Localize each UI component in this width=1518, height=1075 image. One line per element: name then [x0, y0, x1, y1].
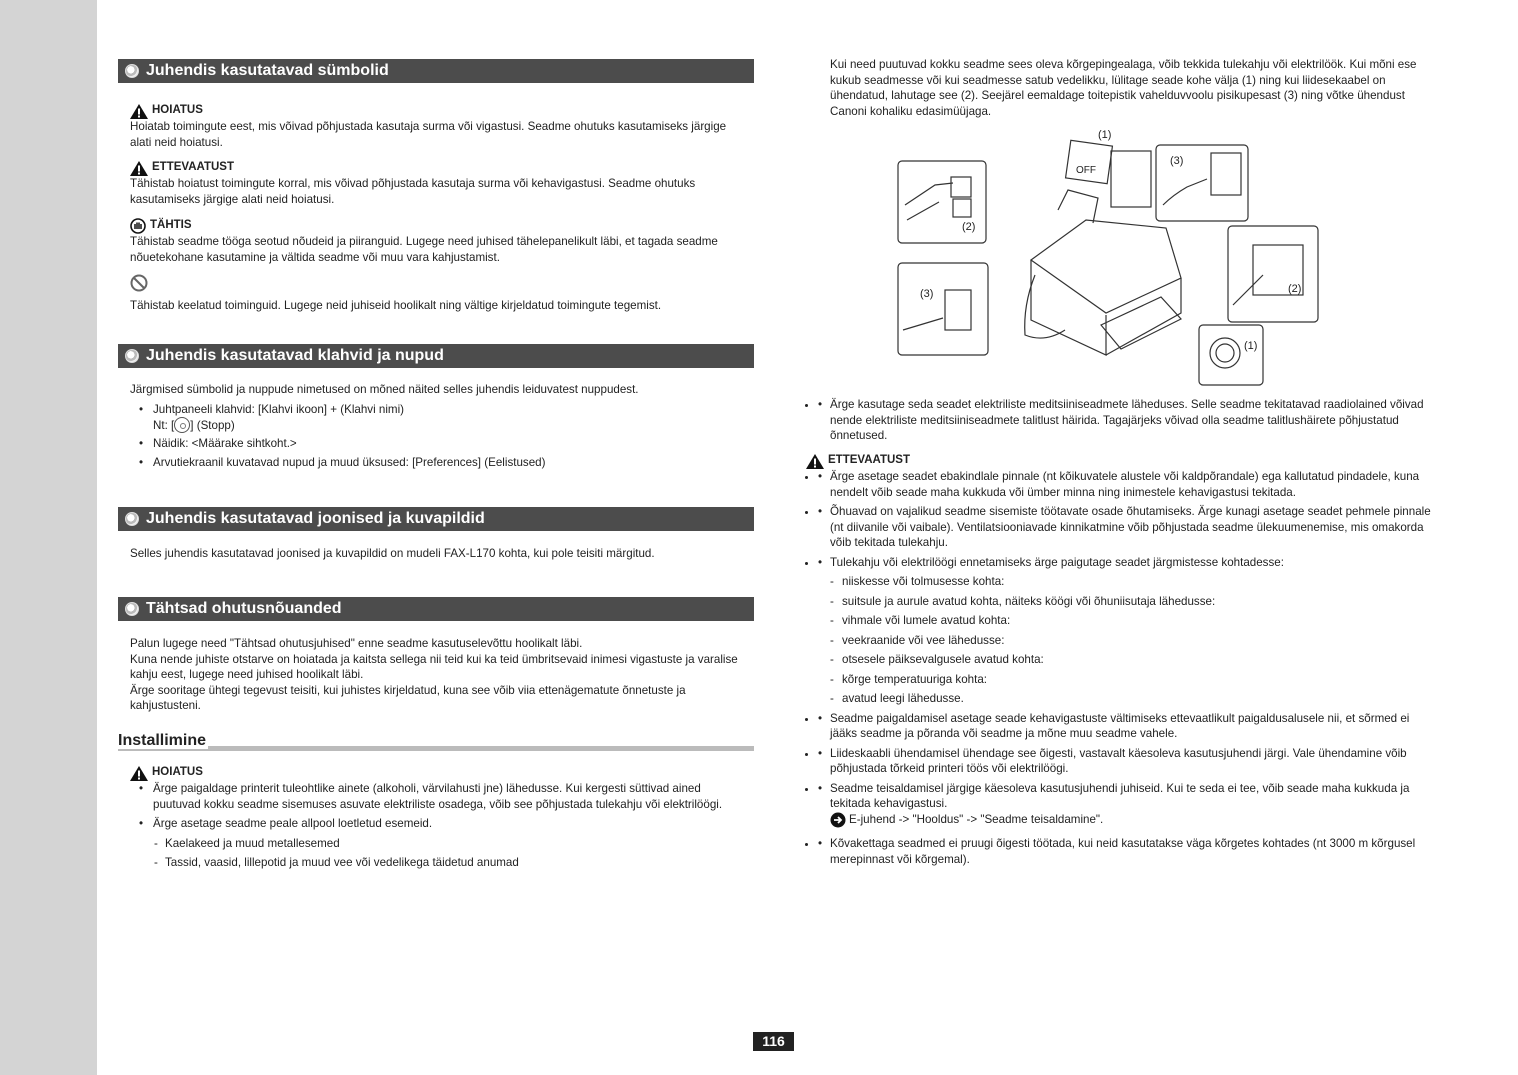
figure-label-3: (3) — [1170, 155, 1184, 167]
list-item — [818, 469, 1434, 500]
dash-item: - vihmale või lumele avatud kohta: — [818, 613, 1434, 629]
manual-reference[interactable] — [830, 812, 1103, 828]
arrow-right-circle-icon — [830, 812, 846, 828]
dash-item: - avatud leegi lähedusse. — [818, 691, 1434, 707]
prohibited-text: Tähistab keelatud toiminguid. Lugege neid juhiseid hoolikalt ning vältige kirjeldatud toimingute tegemist. — [130, 298, 662, 312]
shutdown-illustration — [893, 125, 1323, 390]
keys-item-text: Arvutiekraanil kuvatavad nupud ja muud üksused: [Preferences] (Eelistused) — [153, 456, 546, 469]
dash-item: - otsesele päiksevalgusele avatud kohta: — [818, 652, 1434, 668]
section-title: Juhendis kasutatavad klahvid ja nupud — [146, 347, 444, 364]
warning-text: Hoiatab toimingute eest, mis võivad põhjustada kasutaja surma või vigastusi. Seadme ohutuks kasutamiseks järgige alati neid hoiatusi. — [130, 120, 727, 149]
keys-item-text: Juhtpaneeli klahvid: [Klahvi ikoon] + (Klahvi nimi) — [153, 402, 405, 416]
page-number: 116 — [753, 1032, 794, 1051]
safety-paragraph: Kuna nende juhiste otstarve on hoiatada ja kaitsta sellega nii teid kui ka teid ümbritsevaid inimesi vigastuste ja varalise kahju eest, lugege need juhised hoolikalt läbi. — [130, 652, 738, 681]
list-item — [818, 504, 1434, 551]
warning-label: HOIATUS — [152, 766, 203, 779]
list-item — [818, 397, 1434, 444]
caution-item-text: Õhuavad on vajalikud seadme sisemiste töötavate osade õhutamiseks. Ärge kunagi asetage seadet pehmele pinnale (nt diivanile või vaibale). Ventilatsiooniavade kinnikatmine võib põhjustada seadme ülekuumenemise, mis omakorda võib tekitada tulekahju. — [830, 505, 1431, 549]
caution-item-text: Tulekahju või elektrilöögi ennetamiseks ärge paigutage seadet järgmistesse kohtadesse: — [830, 555, 1284, 569]
caution-label-row — [806, 453, 1434, 469]
figure-label-2: (2) — [1288, 283, 1302, 295]
manual-reference-text: E-juhend -> "Hooldus" -> "Seadme teisaldamine". — [849, 812, 1104, 826]
warning-label-row — [130, 103, 750, 119]
dash-item: - Kaelakeed ja muud metallesemed — [130, 836, 750, 852]
figure-label-1: (1) — [1244, 340, 1258, 352]
dash-item: - niiskesse või tolmusesse kohta: — [818, 574, 1434, 590]
caution-text: Tähistab hoiatust toimingute korral, mis võivad põhjustada kasutaja surma või kehavigastusi. Seadme ohutuks kasutamiseks järgige alati neid hoiatusi. — [130, 177, 696, 206]
list-item — [130, 402, 750, 434]
list-item — [130, 781, 730, 812]
illustrations-text: Selles juhendis kasutatavad joonised ja kuvapildid on mudeli FAX-L170 kohta, kui pole teisiti märgitud. — [130, 547, 655, 560]
caution-item-text: Seadme teisaldamisel järgige käesoleva kasutusjuhendi juhiseid. Kui te seda ei tee, võib seade maha kukkuda ja tekitada kehavigastusi. — [830, 781, 1410, 810]
important-hand-icon — [130, 218, 146, 234]
installation-item-text: Ärge asetage seadme peale allpool loetletud esemeid. — [153, 817, 433, 830]
medical-block — [818, 397, 1434, 448]
warning-block — [130, 103, 750, 150]
list-item — [818, 555, 1434, 571]
figure-label-2: (2) — [962, 221, 976, 233]
warning-triangle-icon — [806, 454, 824, 469]
right-caution-block — [806, 453, 1434, 871]
section-header-illustrations — [118, 507, 754, 531]
caution-list — [818, 469, 1434, 570]
keys-item-text: Näidik: <Määrake sihtkoht.> — [153, 436, 297, 450]
warning-triangle-icon — [130, 104, 148, 119]
list-item — [818, 746, 1434, 777]
list-item — [130, 436, 750, 452]
caution-item-text: Ärge asetage seadet ebakindlale pinnale (nt kõikuvatele alustele või kaldpõrandale) ega kallutatud pindadele, kuna nendelt võib seade maha kukkuda või ümber minna ning inimestele kehavigastusi tekitada. — [830, 470, 1420, 499]
medical-text: Ärge kasutage seda seadet elektriliste meditsiiniseadmete läheduses. Selle seadme tekitatavad raadiolained võivad nende elektriliste meditsiiniseadmete talitlust häirida. Tagajärjeks võivad olla seadme talitlushäirete põhjustatud õnnetused. — [830, 398, 1424, 442]
caution-label: ETTEVAATUST — [152, 161, 234, 174]
caution-item-text: Liideskaabli ühendamisel ühendage see õigesti, vastavalt käesoleva kasutusjuhendi järgi. Vale ühendamine võib põhjustada tõrkeid printeri töös või elektrilöögi. — [830, 746, 1407, 775]
safety-paragraph: Ärge sooritage ühtegi tegevust teisiti, kui juhistes kirjeldatud, kuna see võib viia ettenägematute õnnetuste ja kahjustusteni. — [130, 683, 686, 712]
section-bullet-icon — [125, 349, 139, 363]
medical-list — [818, 397, 1434, 444]
list-item — [818, 836, 1434, 867]
dash-item: - kõrge temperatuuriga kohta: — [818, 672, 1434, 688]
important-label: TÄHTIS — [150, 219, 192, 232]
list-item — [130, 455, 750, 471]
section-bullet-icon — [125, 64, 139, 78]
section-header-keys — [118, 344, 754, 368]
warning-triangle-icon — [130, 161, 148, 176]
safety-paragraph: Palun lugege need "Tähtsad ohutusjuhised" enne seadme kasutuselevõttu hoolikalt läbi. — [130, 637, 583, 650]
list-item — [818, 711, 1434, 742]
stop-key-icon — [174, 417, 190, 433]
warning-label: HOIATUS — [152, 104, 203, 117]
section-title: Juhendis kasutatavad sümbolid — [146, 62, 389, 79]
figure-label-off: OFF — [1076, 165, 1096, 176]
example-prefix: Nt: [ — [153, 419, 175, 432]
right-intro: Kui need puutuvad kokku seadme sees oleva kõrgepingealaga, võib tekkida tulekahju või elektrilöök. Kui mõni ese kukub seadmesse või kui seadmesse satub vedelikku, lülitage seade kohe välja (1) ning kui liidesekaabel on ühendatud, lahutage see (2). Seejärel eemaldage toitepistik vahelduvvoolu pisikupesast (3) ning võtke ühendust Canoni kohaliku edasimüüjaga. — [830, 58, 1417, 118]
section-title: Tähtsad ohutusnõuanded — [146, 600, 342, 617]
section-title: Juhendis kasutatavad joonised ja kuvapildid — [146, 510, 485, 527]
caution-label: ETTEVAATUST — [828, 454, 910, 467]
installation-heading — [118, 733, 754, 753]
installation-item-text: Ärge paigaldage printerit tuleohtlike ainete (alkoholi, värvilahusti jne) lähedusse. Kui kergesti süttivad ained puutuvad kokku seadme sisemuses asuvate elektriliste osadega, võib see põhjustada tulekahju või elektrilöögi. — [153, 782, 723, 811]
installation-warning-block — [130, 765, 750, 871]
safety-block — [130, 636, 750, 714]
section-bullet-icon — [125, 512, 139, 526]
installation-title: Installimine — [118, 732, 207, 749]
prohibited-block — [130, 274, 750, 313]
keys-block — [130, 382, 750, 471]
section-header-symbols — [118, 59, 754, 83]
figure-label-3: (3) — [920, 288, 934, 300]
caution-item-text: Seadme paigaldamisel asetage seade kehavigastuste vältimiseks ettevaatlikult paigaldusalusele nii, et sõrmed ei jääks seadme ja põranda või seadme ja mõne muu seadme vahele. — [830, 711, 1410, 740]
figure-label-1: (1) — [1098, 129, 1112, 141]
important-label-row — [130, 218, 750, 234]
list-item — [818, 781, 1434, 833]
section-bullet-icon — [125, 602, 139, 616]
caution-block — [130, 160, 750, 207]
prohibited-icon — [130, 274, 148, 292]
example-suffix: ] (Stopp) — [190, 419, 235, 432]
dash-item: - Tassid, vaasid, lillepotid ja muud vee või vedelikega täidetud anumad — [130, 855, 750, 871]
keys-list — [130, 402, 750, 471]
caution-item-text: Kõvakettaga seadmed ei pruugi õigesti töötada, kui neid kasutatakse väga kõrgetes kohtades (nt 3000 m kõrgusel merepinnast või kõrgemal). — [830, 837, 1416, 866]
caution-list-2 — [818, 711, 1434, 868]
section-header-safety — [118, 597, 754, 621]
illustrations-block — [130, 546, 750, 562]
keys-intro: Järgmised sümbolid ja nuppude nimetused on mõned näited selles juhendis leiduvatest nuppudest. — [130, 383, 639, 396]
dash-item: - veekraanide või vee lähedusse: — [818, 633, 1434, 649]
caution-label-row — [130, 160, 750, 176]
list-item — [130, 816, 730, 832]
warning-triangle-icon — [130, 766, 148, 781]
important-block — [130, 218, 750, 265]
warning-label-row — [130, 765, 750, 781]
installation-list — [130, 781, 730, 832]
important-text: Tähistab seadme tööga seotud nõudeid ja piiranguid. Lugege need juhised tähelepanelikult läbi, et tagada seadme nõuetekohane kasutamine ja vältida seadme või muu vara kahjustamist. — [130, 235, 718, 264]
page-margin-bar — [0, 0, 97, 1075]
dash-item: - suitsule ja aurule avatud kohta, näiteks köögi või õhuniisutaja lähedusse: — [818, 594, 1434, 610]
